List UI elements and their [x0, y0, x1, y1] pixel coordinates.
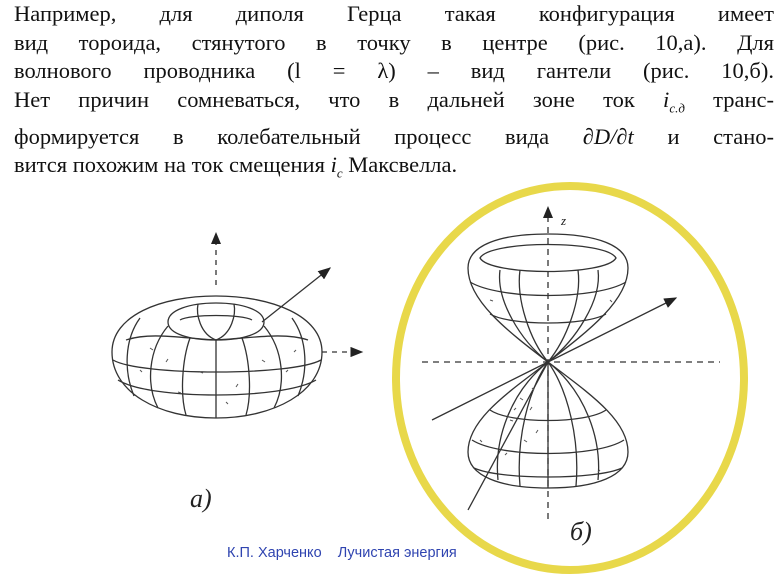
- radiation-pattern-figure: [0, 180, 784, 576]
- text-line-4: Нет причин сомневаться, что в дальней зоне ток $i_{с.д}$ транс-: [14, 86, 774, 115]
- dumbbell-z-arrow-icon: [543, 206, 553, 218]
- torus-z-arrow-icon: [211, 232, 221, 244]
- text-line-3: волнового проводника (l = λ) – вид гантели (рис. 10,б).: [14, 58, 774, 83]
- text-line-2: вид тороида, стянутого в точку в центре (рис. 10,а). Для: [14, 29, 774, 55]
- text-line-5: формируется в колебательный процесс вида ∂D/∂t и стано-: [14, 123, 774, 149]
- footer-credit: К.П. Харченко Лучистая энергия: [227, 545, 457, 561]
- figure-10: [0, 180, 784, 576]
- torus-diagram: [112, 232, 362, 418]
- axis-label-z: z: [561, 213, 567, 228]
- text-line-1: Например, для диполя Герца такая конфигурация имеет: [14, 1, 774, 26]
- figure-label-a: а): [190, 484, 212, 513]
- dumbbell-diagram: [396, 186, 744, 570]
- text-line-6: вится похожим на ток смещения $i_с$ Максвелла.: [14, 152, 458, 181]
- torus-outline: [112, 296, 322, 418]
- figure-label-b: б): [570, 517, 592, 546]
- body-paragraph: [14, 0, 774, 188]
